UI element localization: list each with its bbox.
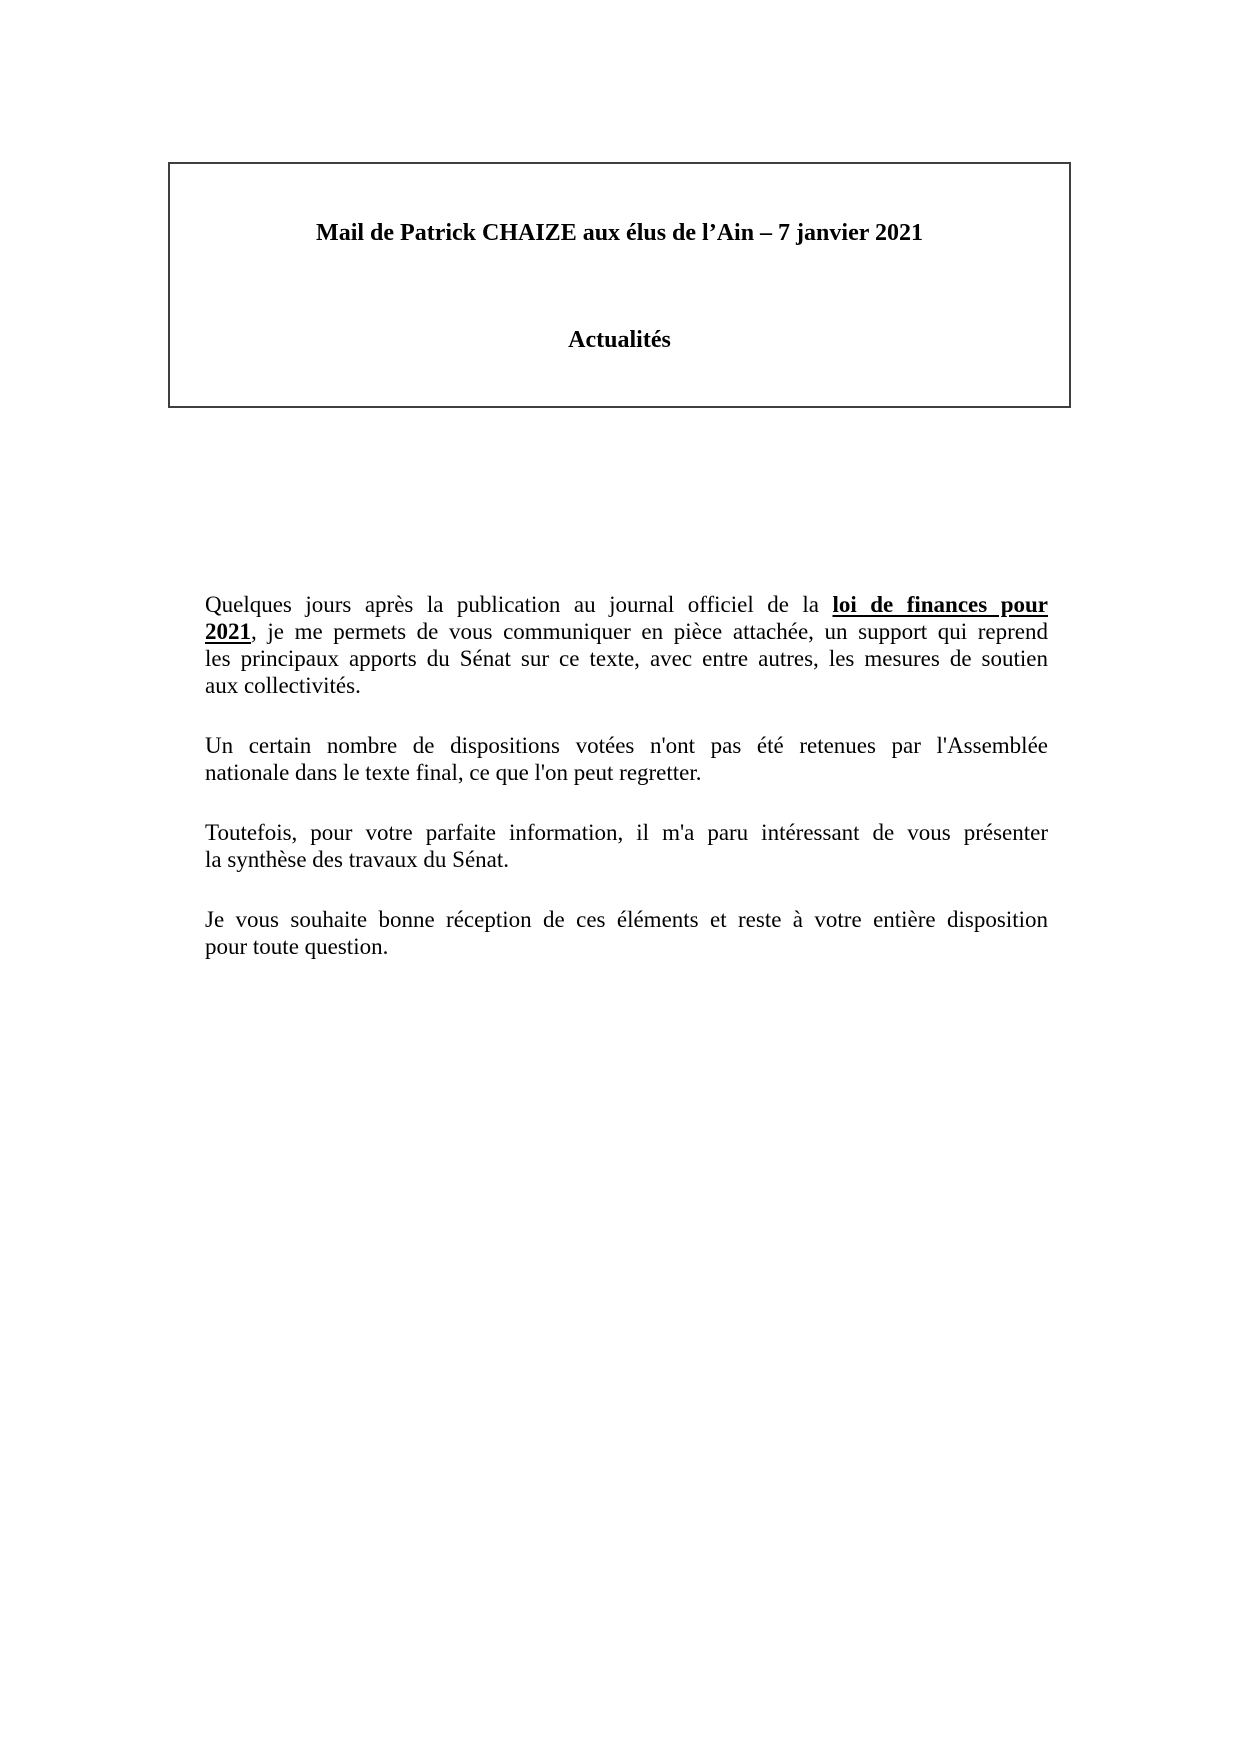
text-line: [205, 819, 1048, 846]
body-text: les principaux apports du Sénat sur ce texte, avec entre autres, les mesures de soutien: [205, 646, 1048, 671]
body-text: Quelques jours après la publication au journal officiel de la: [205, 592, 833, 617]
mail-title: Mail de Patrick CHAIZE aux élus de l’Ain – 7 janvier 2021: [316, 220, 923, 246]
section-heading-actualites: Actualités: [568, 327, 671, 353]
body-text: nationale dans le texte final, ce que l'on peut regretter.: [205, 760, 702, 785]
paragraph: [205, 591, 1048, 699]
body-text: Je vous souhaite bonne réception de ces éléments et reste à votre entière disposition: [205, 907, 1048, 932]
body-text: , je me permets de vous communiquer en pièce attachée, un support qui reprend: [251, 619, 1048, 644]
text-line: [205, 618, 1048, 645]
text-line: [205, 846, 1048, 873]
paragraph: [205, 819, 1048, 873]
text-line: [205, 672, 1048, 699]
text-line: [205, 732, 1048, 759]
text-line: [205, 933, 1048, 960]
header-box: [168, 162, 1071, 408]
paragraph: [205, 906, 1048, 960]
paragraph: [205, 732, 1048, 786]
text-line: [205, 906, 1048, 933]
text-line: [205, 645, 1048, 672]
body-text: pour toute question.: [205, 934, 389, 959]
text-line: [205, 591, 1048, 618]
emphasized-text: loi de finances pour: [832, 592, 1048, 617]
letter-body: [205, 591, 1048, 993]
body-text: Un certain nombre de dispositions votées n'ont pas été retenues par l'Assemblée: [205, 733, 1048, 758]
body-text: Toutefois, pour votre parfaite information, il m'a paru intéressant de vous présenter: [205, 820, 1048, 845]
text-line: [205, 759, 1048, 786]
body-text: la synthèse des travaux du Sénat.: [205, 847, 510, 872]
emphasized-text: 2021: [205, 619, 251, 644]
body-text: aux collectivités.: [205, 673, 361, 698]
